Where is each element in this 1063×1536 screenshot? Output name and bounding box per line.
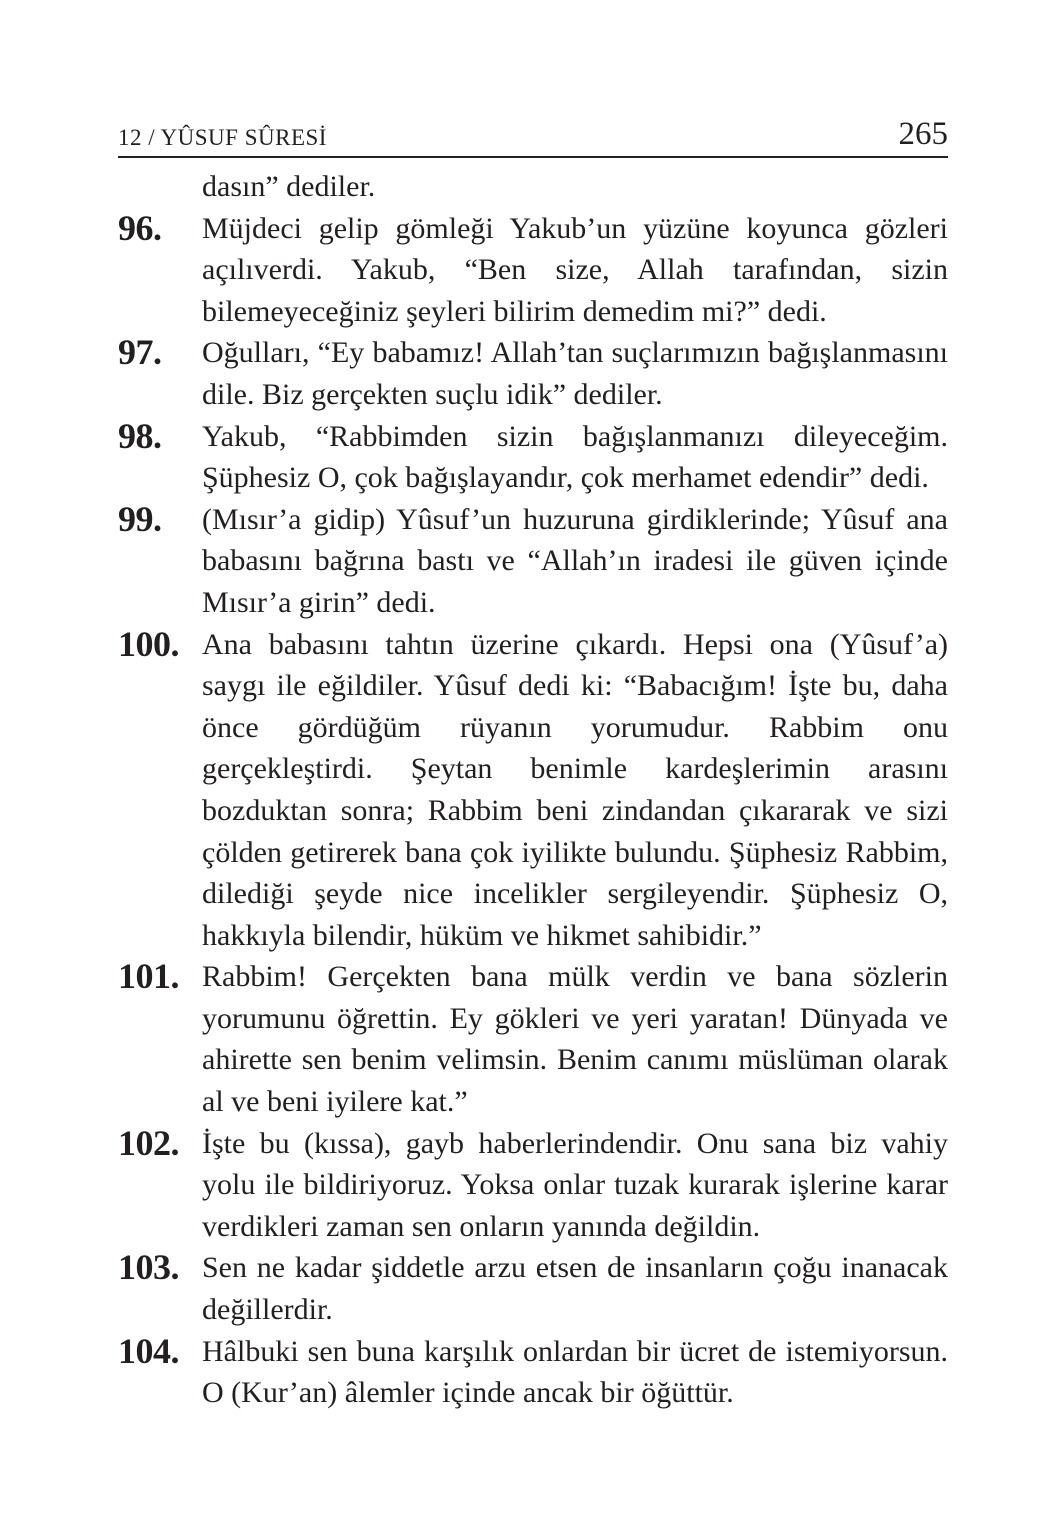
verse-text: Sen ne kadar şiddetle arzu etsen de insanların çoğu inanacak değillerdir. <box>202 1251 948 1327</box>
page-number: 265 <box>898 116 948 152</box>
verse-103 <box>118 1247 948 1330</box>
verse-100 <box>118 624 948 957</box>
verse-99 <box>118 499 948 624</box>
book-page <box>118 112 948 1414</box>
verse-continuation: dasın” dediler. <box>202 170 376 203</box>
verse-list <box>118 166 948 1414</box>
verse-text: (Mısır’a gidip) Yûsuf’un huzuruna girdiklerinde; Yûsuf ana babasını bağrına bastı ve “Allah’ın iradesi ile güven içinde Mısır’a girin” dedi. <box>202 502 948 619</box>
verse-102 <box>118 1123 948 1248</box>
verse-number: 102. <box>118 1122 179 1163</box>
verse-number: 104. <box>118 1330 179 1371</box>
verse-text: Müjdeci gelip gömleği Yakub’un yüzüne koyunca gözleri açılıverdi. Yakub, “Ben size, Allah tarafından, sizin bilemeyeceğiniz şeyleri bilirim demedim mi?” dedi. <box>202 211 948 328</box>
verse-text: Yakub, “Rabbimden sizin bağışlanmanızı dileyeceğim. Şüphesiz O, çok bağışlayandır, çok merhamet edendir” dedi. <box>202 419 948 495</box>
verse-number: 97. <box>118 332 162 373</box>
surah-title: 12 / YÛSUF SÛRESİ <box>118 125 327 150</box>
verse-number: 103. <box>118 1247 179 1288</box>
verse-101 <box>118 956 948 1122</box>
verse-text: İşte bu (kıssa), gayb haberlerindendir. Onu sana biz vahiy yolu ile bildiriyoruz. Yoksa onlar tuzak kurarak işlerine karar verdikleri zaman sen onların yanında değildin. <box>202 1126 948 1243</box>
verse-text: Hâlbuki sen buna karşılık onlardan bir ücret de istemiyorsun. O (Kur’an) âlemler içinde ancak bir öğüttür. <box>202 1334 948 1410</box>
verse-number: 100. <box>118 623 179 664</box>
verse-96 <box>118 208 948 333</box>
verse-text: Ana babasını tahtın üzerine çıkardı. Hepsi ona (Yûsuf’a) saygı ile eğildiler. Yûsuf dedi ki: “Babacığım! İşte bu, daha önce gördüğüm rüyanın yorumudur. Rabbim onu gerçekleştirdi. Şeytan benimle kardeşlerimin arasını bozduktan sonra; Rabbim beni zindandan çıkararak ve sizi çölden getirerek bana çok iyilikte bulundu. Şüphesiz Rabbim, dilediği şeyde nice incelikler sergileyendir. Şüphesiz O, hakkıyla bilendir, hüküm ve hikmet sahibidir.” <box>202 627 948 952</box>
verse-text: Oğulları, “Ey babamız! Allah’tan suçlarımızın bağışlanmasını dile. Biz gerçekten suçlu idik” dediler. <box>202 336 948 411</box>
verse-104 <box>118 1331 948 1414</box>
verse-98 <box>118 416 948 499</box>
verse-text: Rabbim! Gerçekten bana mülk verdin ve bana sözlerin yorumunu öğrettin. Ey gökleri ve yeri yaratan! Dünyada ve ahirette sen benim velimsin. Benim canımı müslüman olarak al ve beni iyilere kat.” <box>202 960 948 1119</box>
verse-number: 98. <box>118 415 162 456</box>
verse-number: 96. <box>118 207 162 248</box>
verse-97 <box>118 332 948 415</box>
verse-number: 99. <box>118 498 162 539</box>
verse-number: 101. <box>118 956 179 997</box>
running-header <box>118 112 948 158</box>
